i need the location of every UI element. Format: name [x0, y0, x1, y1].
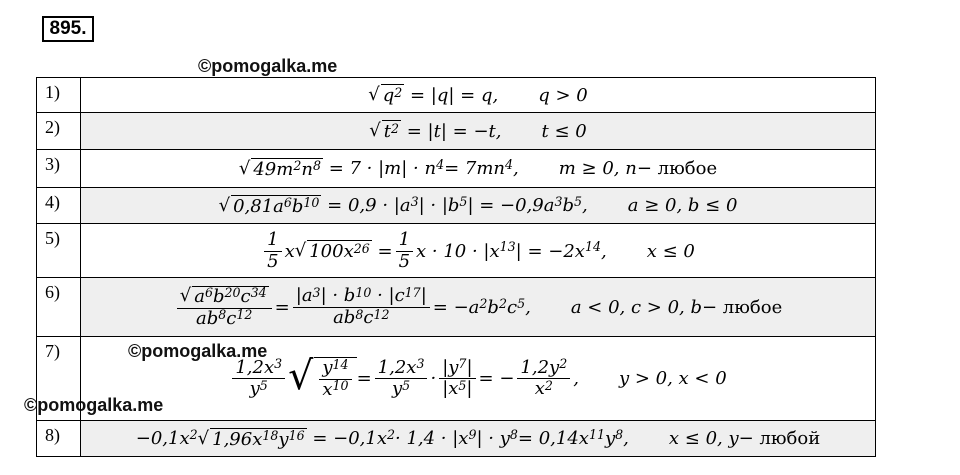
- equation-cell: $\frac{1,2x^3}{y^5}$ √ $\frac{y^{14}}{x^{10}}$ = $\frac{1,2x^3}{y^5}$ · $\frac{|y^7|}{|x^5|}$ = − $\frac{1,2y^2}{x^2}$ , y > 0, x < 0: [81, 337, 876, 421]
- table-row: [37, 278, 876, 337]
- table-row: [37, 150, 876, 188]
- watermark-top: ©pomogalka.me: [198, 56, 338, 76]
- problem-number: 895.: [42, 16, 94, 42]
- row-number: 5): [37, 224, 81, 278]
- table-row: [37, 224, 876, 278]
- table-row: [37, 421, 876, 457]
- watermark-bottom: ©pomogalka.me: [24, 395, 164, 415]
- equation-cell: √ $0,81a^6b^{10}$ = 0,9 · |a 3 | · |b 5 | = −0,9a 3 b 5 , a ≥ 0, b ≤ 0: [81, 188, 876, 224]
- table-row: [37, 188, 876, 224]
- solutions-table: [36, 77, 876, 457]
- row-number: 6): [37, 278, 81, 337]
- equation-cell: $\frac{1}{5}$ x √ $100x^{26}$ = $\frac{1}{5}$ x · 10 · |x 13 | = −2x 14 , x ≤ 0: [81, 224, 876, 278]
- table-row: [37, 78, 876, 113]
- equation-cell: √ $q^2$ = |q| = q, q > 0: [81, 78, 876, 113]
- row-number: 1): [37, 78, 81, 113]
- table-row: [37, 337, 876, 421]
- row-number: 7): [37, 337, 81, 421]
- watermark-middle: ©pomogalka.me: [128, 341, 268, 361]
- equation-cell: √ $a^6b^{20}c^{34}$ $ab^8c^{12}$ = $\frac{|a^3| \cdot b^{10} \cdot |c^{17}|}{ab^8c^{12}}$ = −a 2 b 2 c 5 , a < 0, c > 0, b − любое: [81, 278, 876, 337]
- equation-cell: √ $49m^2n^8$ = 7 · |m| · n 4 = 7mn 4 , m ≥ 0, n − любое: [81, 150, 876, 188]
- row-number: 3): [37, 150, 81, 188]
- row-number: 2): [37, 113, 81, 150]
- row-number: 8): [37, 421, 81, 457]
- equation-cell: −0,1x 2 √ $1,96x^{18}y^{16}$ = −0,1x 2 · 1,4 · |x 9 | · y 8 = 0,14x 11 y 8 , x ≤ 0, y − любой: [81, 421, 876, 457]
- row-number: 4): [37, 188, 81, 224]
- table-row: [37, 113, 876, 150]
- equation-cell: √ $t^2$ = |t| = −t, t ≤ 0: [81, 113, 876, 150]
